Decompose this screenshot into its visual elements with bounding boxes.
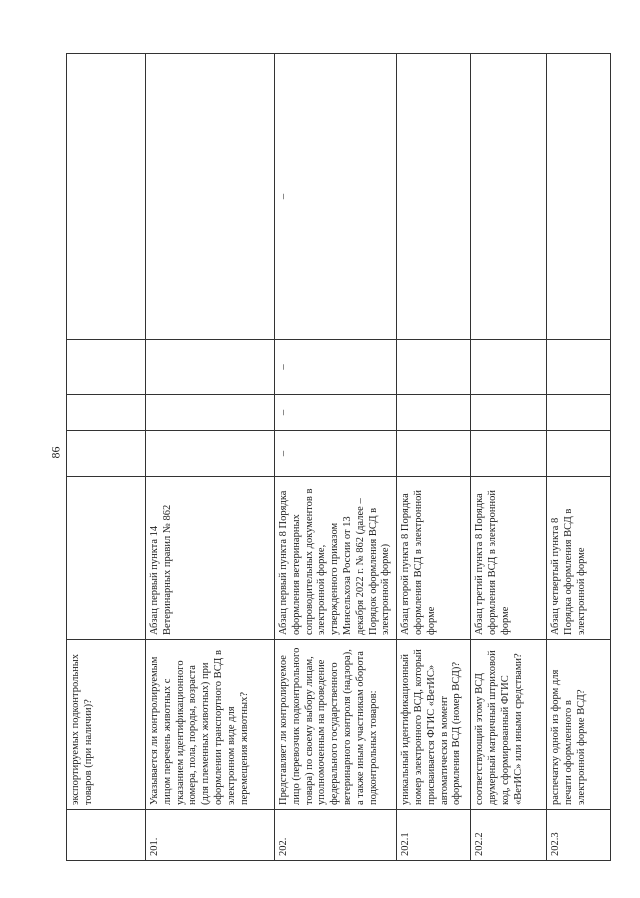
table-row (67, 54, 146, 861)
answer-na-cell (547, 340, 611, 395)
row-number: 202.2 (471, 810, 547, 861)
answer-yes-cell (397, 431, 471, 477)
question-cell: уникальный идентификационный номер электронного ВСД, который присваивается ФГИС «ВетИС» автоматически в момент оформления ВСД (номер ВСД)? (397, 640, 471, 810)
question-cell: Представляет ли контролируемое лицо (перевозчик подконтрольного товара) по своему выбору лицам, уполномоченным на проведение федерального государственного ветеринарного контроля (надзора), а также иным участникам оборота подконтрольных товаров: (275, 640, 397, 810)
row-number: 201. (146, 810, 275, 861)
note-cell (547, 54, 611, 340)
answer-no-cell (547, 395, 611, 431)
reference-cell (67, 477, 146, 640)
row-number (67, 810, 146, 861)
answer-yes-cell (471, 431, 547, 477)
answer-yes-cell (547, 431, 611, 477)
answer-na-cell (471, 340, 547, 395)
page-number: 86 (48, 446, 63, 459)
table-row (275, 54, 397, 861)
row-number: 202.1 (397, 810, 471, 861)
answer-na-cell (146, 340, 275, 395)
note-cell: – (275, 54, 397, 340)
reference-cell: Абзац четвертый пункта 8 Порядка оформления ВСД в электронной форме (547, 477, 611, 640)
question-cell: соответствующий этому ВСД двумерный матричный штриховой код, сформированный ФГИС «ВетИС» или иными средствами? (471, 640, 547, 810)
answer-no-cell (397, 395, 471, 431)
table-row (471, 54, 547, 861)
answer-na-cell: – (275, 340, 397, 395)
reference-cell: Абзац третий пункта 8 Порядка оформления ВСД в электронной форме (471, 477, 547, 640)
checklist-table-rotated (66, 54, 598, 861)
table-row (146, 54, 275, 861)
note-cell (471, 54, 547, 340)
table-row (547, 54, 611, 861)
question-cell: экспортируемых подконтрольных товаров (при наличии)? (67, 640, 146, 810)
reference-cell: Абзац первый пункта 14 Ветеринарных правил № 862 (146, 477, 275, 640)
note-cell (67, 54, 146, 340)
reference-cell: Абзац первый пункта 8 Порядка оформления ветеринарных сопроводительных документов в электронной форме, утвержденного приказом Минсельхоза России от 13 декабря 2022 г. № 862 (далее – Порядок оформления ВСД в электронной форме) (275, 477, 397, 640)
note-cell (146, 54, 275, 340)
answer-no-cell (146, 395, 275, 431)
answer-yes-cell (67, 431, 146, 477)
question-cell: распечатку одной из форм для печати оформленного в электронной форме ВСД? (547, 640, 611, 810)
answer-na-cell (397, 340, 471, 395)
answer-na-cell (67, 340, 146, 395)
note-cell (397, 54, 471, 340)
question-cell: Указывается ли контролируемым лицом перечень животных с указанием идентификационного номера, пола, породы, возраста (для племенных животных) при оформлении транспортного ВСД в электронном виде для перемещения животных? (146, 640, 275, 810)
reference-cell: Абзац второй пункта 8 Порядка оформления ВСД в электронной форме (397, 477, 471, 640)
row-number: 202. (275, 810, 397, 861)
row-number: 202.3 (547, 810, 611, 861)
checklist-table (66, 53, 611, 861)
answer-no-cell (67, 395, 146, 431)
answer-yes-cell: – (275, 431, 397, 477)
answer-no-cell: – (275, 395, 397, 431)
answer-no-cell (471, 395, 547, 431)
table-row (397, 54, 471, 861)
answer-yes-cell (146, 431, 275, 477)
